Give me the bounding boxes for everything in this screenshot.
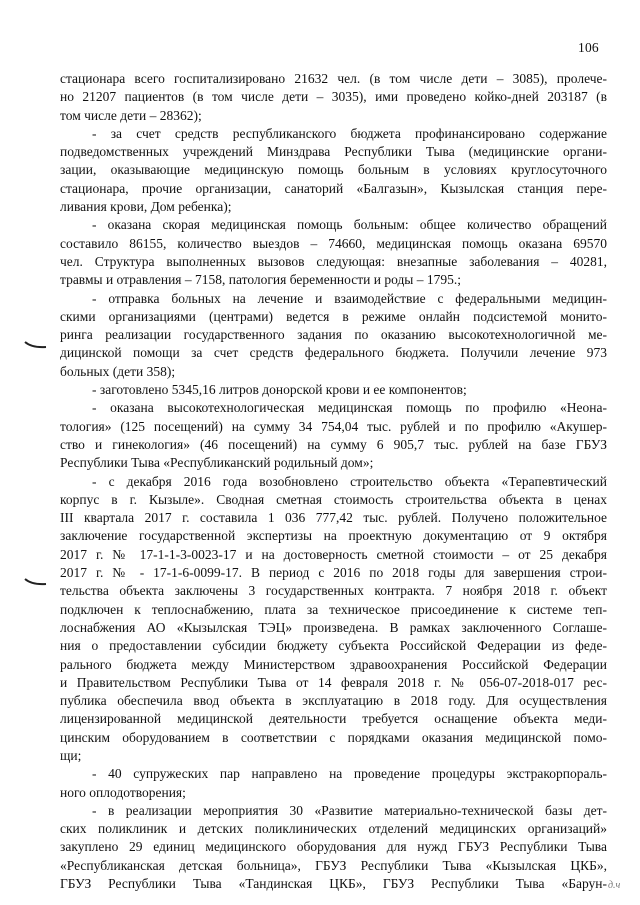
text-line: - за счет средств республиканского бюджета профинансировано содержание xyxy=(92,125,607,141)
text-line: рального бюджета между Министерством здравоохранения Российской Федерации xyxy=(60,656,607,672)
text-line: - с декабря 2016 года возобновлено строительство объекта «Терапевтический xyxy=(92,473,607,489)
text-line: ских поликлиник и детских поликлинических отделений медицинских организаций» xyxy=(60,821,607,837)
text-line: ливания крови, Дом ребенка); xyxy=(60,199,232,215)
text-line: травмы и отравления – 7158, патология беременности и роды – 1795.; xyxy=(60,272,462,288)
text-line: лоснабжения АО «Кызылская ТЭЦ» произведена. В рамках заключенного Соглаше- xyxy=(60,619,607,635)
text-line: том числе дети – 28362); xyxy=(60,107,202,123)
text-line: стационара всего госпитализировано 21632 чел. (в том числе дети – 3085), пролече- xyxy=(60,71,607,86)
text-line: подведомственных учреждений Минздрава Республики Тыва (медицинские органи- xyxy=(60,144,607,160)
text-line: - 40 супружеских пар направлено на проведение процедуры экстракорпораль- xyxy=(92,766,607,782)
text-line: III квартала 2017 г. составила 1 036 777,42 тыс. рублей. Получено положительное xyxy=(60,510,607,526)
text-line: - в реализации мероприятия 30 «Развитие материально-технической базы дет- xyxy=(92,802,607,818)
text-line: публика обеспечила ввод объекта в эксплуатацию в 2018 году. Для осуществления xyxy=(60,693,607,709)
text-line: - оказана скорая медицинская помощь больным: общее количество обращений xyxy=(92,217,607,233)
margin-check-mark-1 xyxy=(24,340,48,350)
text-line: тельства объекта заключены 3 государственных контракта. 7 ноября 2018 г. объект xyxy=(60,583,607,599)
text-line: Республики Тыва «Республиканский родильный дом»; xyxy=(60,455,374,471)
text-line: ния о предоставлении субсидии бюджету субъекта Российской Федерации из феде- xyxy=(60,638,607,654)
text-line: скими организациями (центрами) ведется в режиме онлайн подсистемой монито- xyxy=(60,308,607,324)
text-line: ство и гинекология» (46 посещений) на сумму 6 905,7 тыс. рублей на базе ГБУЗ xyxy=(60,436,607,452)
text-line: - заготовлено 5345,16 литров донорской крови и ее компонентов; xyxy=(92,382,467,398)
text-line: заключение государственной экспертизы на проектную документацию от 9 октября xyxy=(60,528,607,544)
text-line: подключен к теплоснабжению, плата за техническое присоединение к системе теп- xyxy=(60,601,607,617)
text-line: лицензированной медицинской деятельности требуется оснащение объекта меди- xyxy=(60,711,607,727)
text-line: больных (дети 358); xyxy=(60,363,176,379)
text-line: тология» (125 посещений) на сумму 34 754,04 тыс. рублей и по профилю «Акушер- xyxy=(60,418,607,434)
text-line: но 21207 пациентов (в том числе дети – 3035), ими проведено койко-дней 203187 (в xyxy=(60,89,607,105)
margin-check-mark-2 xyxy=(24,577,48,587)
text-line: 2017 г. № 17-1-1-3-0023-17 и на достоверность сметной стоимости – от 25 декабря xyxy=(60,546,607,562)
page-number: 106 xyxy=(578,40,599,55)
text-line: чел. Структура выполненных вызовов следующая: внезапные заболевания – 40281, xyxy=(60,253,607,269)
text-line: ного оплодотворения; xyxy=(60,784,186,800)
text-line: стационара, прочие организации, санаторий «Балгазын», Кызылская станция пере- xyxy=(60,180,607,196)
text-line: - оказана высокотехнологическая медицинская помощь по профилю «Неона- xyxy=(92,400,607,416)
text-line: 2017 г. № - 17-1-6-0099-17. В период с 2016 по 2018 годы для завершения строи- xyxy=(60,565,607,581)
text-line: закуплено 29 единиц медицинского оборудования для нужд ГБУЗ Республики Тыва xyxy=(60,839,607,855)
corner-pencil-mark: д.ч xyxy=(608,880,621,891)
text-line: составило 86155, количество выездов – 74660, медицинская помощь оказана 69570 xyxy=(60,235,607,251)
text-line: - отправка больных на лечение и взаимодействие с федеральными медицин- xyxy=(92,290,607,306)
document-body xyxy=(60,70,607,893)
text-line: цинским оборудованием в соответствии с порядками оказания медицинской помо- xyxy=(60,729,607,745)
text-line: ринга реализации государственного задания по оказанию высокотехнологичной ме- xyxy=(60,327,607,343)
text-line: «Республиканская детская больница», ГБУЗ Республики Тыва «Кызылская ЦКБ», xyxy=(60,857,607,873)
text-line: зации, оказывающие медицинскую помощь больным в условиях круглосуточного xyxy=(60,162,607,178)
text-line: ГБУЗ Республики Тыва «Тандинская ЦКБ», ГБУЗ Республики Тыва «Барун- xyxy=(60,876,607,892)
text-line: дицинской помощи за счет средств федерального бюджета. Получили лечение 973 xyxy=(60,345,607,361)
text-line: корпус в г. Кызыле». Сводная сметная стоимость строительства объекта в ценах xyxy=(60,491,607,507)
text-line: и Правительством Республики Тыва от 14 февраля 2018 г. № 056-07-2018-017 рес- xyxy=(60,674,607,690)
text-line: щи; xyxy=(60,747,82,763)
